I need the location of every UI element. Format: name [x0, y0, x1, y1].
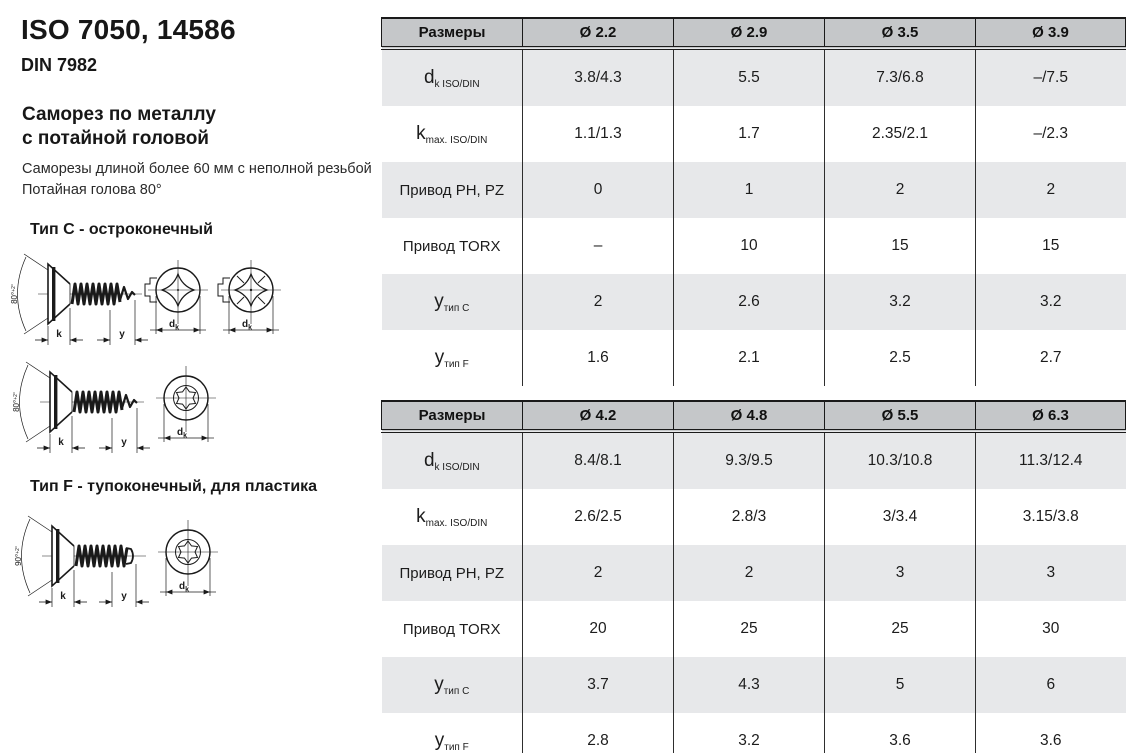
screw-side-view: [22, 516, 147, 596]
type-f-drawing-torx: [12, 512, 227, 612]
torx-head-view: [158, 520, 218, 596]
table-row: [382, 713, 1126, 753]
dk-dim-label: $d_k$: [241, 319, 253, 332]
screw-side-view: [18, 254, 143, 334]
table-row: [382, 431, 1126, 489]
cell-value: –/2.3: [976, 106, 1126, 162]
cell-value: 7.3/6.8: [825, 48, 976, 106]
cell-value: 3.2: [674, 713, 825, 753]
table-corner-header: Размеры: [382, 401, 523, 431]
angle-label: 90°$^{+2^\circ}$: [14, 546, 23, 566]
type-f-heading: Тип F - тупоконечный, для пластика: [30, 478, 318, 495]
cell-value: 2.6: [674, 274, 825, 330]
product-name-line2: с потайной головой: [22, 128, 209, 149]
screw-side-view: [20, 362, 145, 442]
dimension-y: [99, 564, 149, 607]
diameter-column-header: Ø 4.2: [523, 401, 674, 431]
cell-value: 3: [976, 545, 1126, 601]
description-line2: Потайная голова 80°: [22, 182, 162, 198]
diameter-column-header: Ø 4.8: [674, 401, 825, 431]
cell-value: 1.7: [674, 106, 825, 162]
diameter-column-header: Ø 3.5: [825, 18, 976, 48]
cell-value: 3.7: [523, 657, 674, 713]
type-c-drawing-ph-pz: [8, 250, 288, 350]
header-row: [382, 18, 1126, 48]
cell-value: 25: [825, 601, 976, 657]
angle-label: 80°$^{+2^\circ}$: [12, 392, 21, 412]
cell-value: 9.3/9.5: [674, 431, 825, 489]
cell-value: 2.7: [976, 330, 1126, 386]
row-label: Привод PH, PZ: [399, 564, 505, 582]
row-label: $d_{k ISO/DIN}$: [423, 449, 480, 473]
cell-value: 2.1: [674, 330, 825, 386]
k-dim-label: k: [58, 437, 64, 448]
cell-value: 1.1/1.3: [523, 106, 674, 162]
table-row: [382, 601, 1126, 657]
cell-value: –/7.5: [976, 48, 1126, 106]
row-label: $y_{тип F}$: [434, 729, 469, 753]
page-title: ISO 7050, 14586: [21, 14, 236, 45]
dk-dim-label: $d_k$: [168, 319, 180, 332]
cell-value: 2.8/3: [674, 489, 825, 545]
cell-value: 2.8: [523, 713, 674, 753]
header-row: [382, 401, 1126, 431]
spec-table-small-diameters: [381, 17, 1126, 386]
table-row: [382, 106, 1126, 162]
cell-value: 3.6: [825, 713, 976, 753]
cell-value: 25: [674, 601, 825, 657]
table-corner-header: Размеры: [382, 18, 523, 48]
table-row: [382, 48, 1126, 106]
spec-tables: [381, 17, 1125, 753]
dimension-y: [99, 408, 150, 453]
type-c-heading: Тип C - остроконечный: [30, 221, 213, 238]
diameter-column-header: Ø 3.9: [976, 18, 1126, 48]
k-dim-label: k: [60, 591, 66, 602]
row-label: $d_{k ISO/DIN}$: [423, 66, 480, 90]
cell-value: 2: [825, 162, 976, 218]
diameter-column-header: Ø 2.2: [523, 18, 674, 48]
y-dim-label: y: [119, 329, 125, 340]
cell-value: 2: [976, 162, 1126, 218]
table-row: [382, 218, 1126, 274]
cell-value: 2: [523, 545, 674, 601]
cell-value: 3.2: [825, 274, 976, 330]
diameter-column-header: Ø 2.9: [674, 18, 825, 48]
cell-value: 0: [523, 162, 674, 218]
angle-label: 80°$^{+2^\circ}$: [10, 284, 19, 304]
ph-head-view: [145, 260, 208, 334]
dimension-y: [97, 300, 148, 345]
type-c-drawing-torx: [10, 358, 225, 458]
row-label: $y_{тип F}$: [434, 346, 469, 370]
cell-value: 6: [976, 657, 1126, 713]
cell-value: 10.3/10.8: [825, 431, 976, 489]
din-subtitle: DIN 7982: [21, 55, 98, 75]
cell-value: 1: [674, 162, 825, 218]
cell-value: 3.2: [976, 274, 1126, 330]
cell-value: 3.15/3.8: [976, 489, 1126, 545]
diameter-column-header: Ø 6.3: [976, 401, 1126, 431]
cell-value: 1.6: [523, 330, 674, 386]
diameter-column-header: Ø 5.5: [825, 401, 976, 431]
cell-value: 2.6/2.5: [523, 489, 674, 545]
cell-value: 15: [976, 218, 1126, 274]
cell-value: 2.35/2.1: [825, 106, 976, 162]
product-description: [22, 159, 372, 201]
cell-value: 2: [523, 274, 674, 330]
row-label: $k_{max. ISO/DIN}$: [416, 505, 488, 529]
cell-value: 11.3/12.4: [976, 431, 1126, 489]
cell-value: 4.3: [674, 657, 825, 713]
spec-table-large-diameters: [381, 400, 1126, 753]
dk-dim-label: $d_k$: [176, 427, 188, 440]
k-dim-label: k: [56, 329, 62, 340]
cell-value: 5.5: [674, 48, 825, 106]
row-label: Привод TORX: [402, 620, 501, 638]
cell-value: 8.4/8.1: [523, 431, 674, 489]
dk-dim-label: $d_k$: [178, 581, 190, 594]
product-name: [22, 103, 216, 151]
cell-value: 3.6: [976, 713, 1126, 753]
cell-value: –: [523, 218, 674, 274]
y-dim-label: y: [121, 437, 127, 448]
cell-value: 5: [825, 657, 976, 713]
product-name-line1: Саморез по металлу: [22, 104, 216, 125]
pz-head-view: [218, 260, 281, 334]
cell-value: 2: [674, 545, 825, 601]
row-label: Привод PH, PZ: [399, 181, 505, 199]
table-row: [382, 162, 1126, 218]
row-label: $k_{max. ISO/DIN}$: [416, 122, 488, 146]
torx-head-view: [156, 366, 216, 442]
cell-value: 15: [825, 218, 976, 274]
table-row: [382, 274, 1126, 330]
table-row: [382, 330, 1126, 386]
description-line1: Саморезы длиной более 60 мм с неполной резьбой: [22, 161, 372, 177]
cell-value: 30: [976, 601, 1126, 657]
row-label: $y_{тип C}$: [434, 290, 470, 314]
row-label: Привод TORX: [402, 237, 501, 255]
table-row: [382, 489, 1126, 545]
cell-value: 3/3.4: [825, 489, 976, 545]
cell-value: 20: [523, 601, 674, 657]
cell-value: 2.5: [825, 330, 976, 386]
cell-value: 10: [674, 218, 825, 274]
cell-value: 3.8/4.3: [523, 48, 674, 106]
table-row: [382, 545, 1126, 601]
y-dim-label: y: [121, 591, 127, 602]
cell-value: 3: [825, 545, 976, 601]
row-label: $y_{тип C}$: [434, 673, 470, 697]
table-row: [382, 657, 1126, 713]
